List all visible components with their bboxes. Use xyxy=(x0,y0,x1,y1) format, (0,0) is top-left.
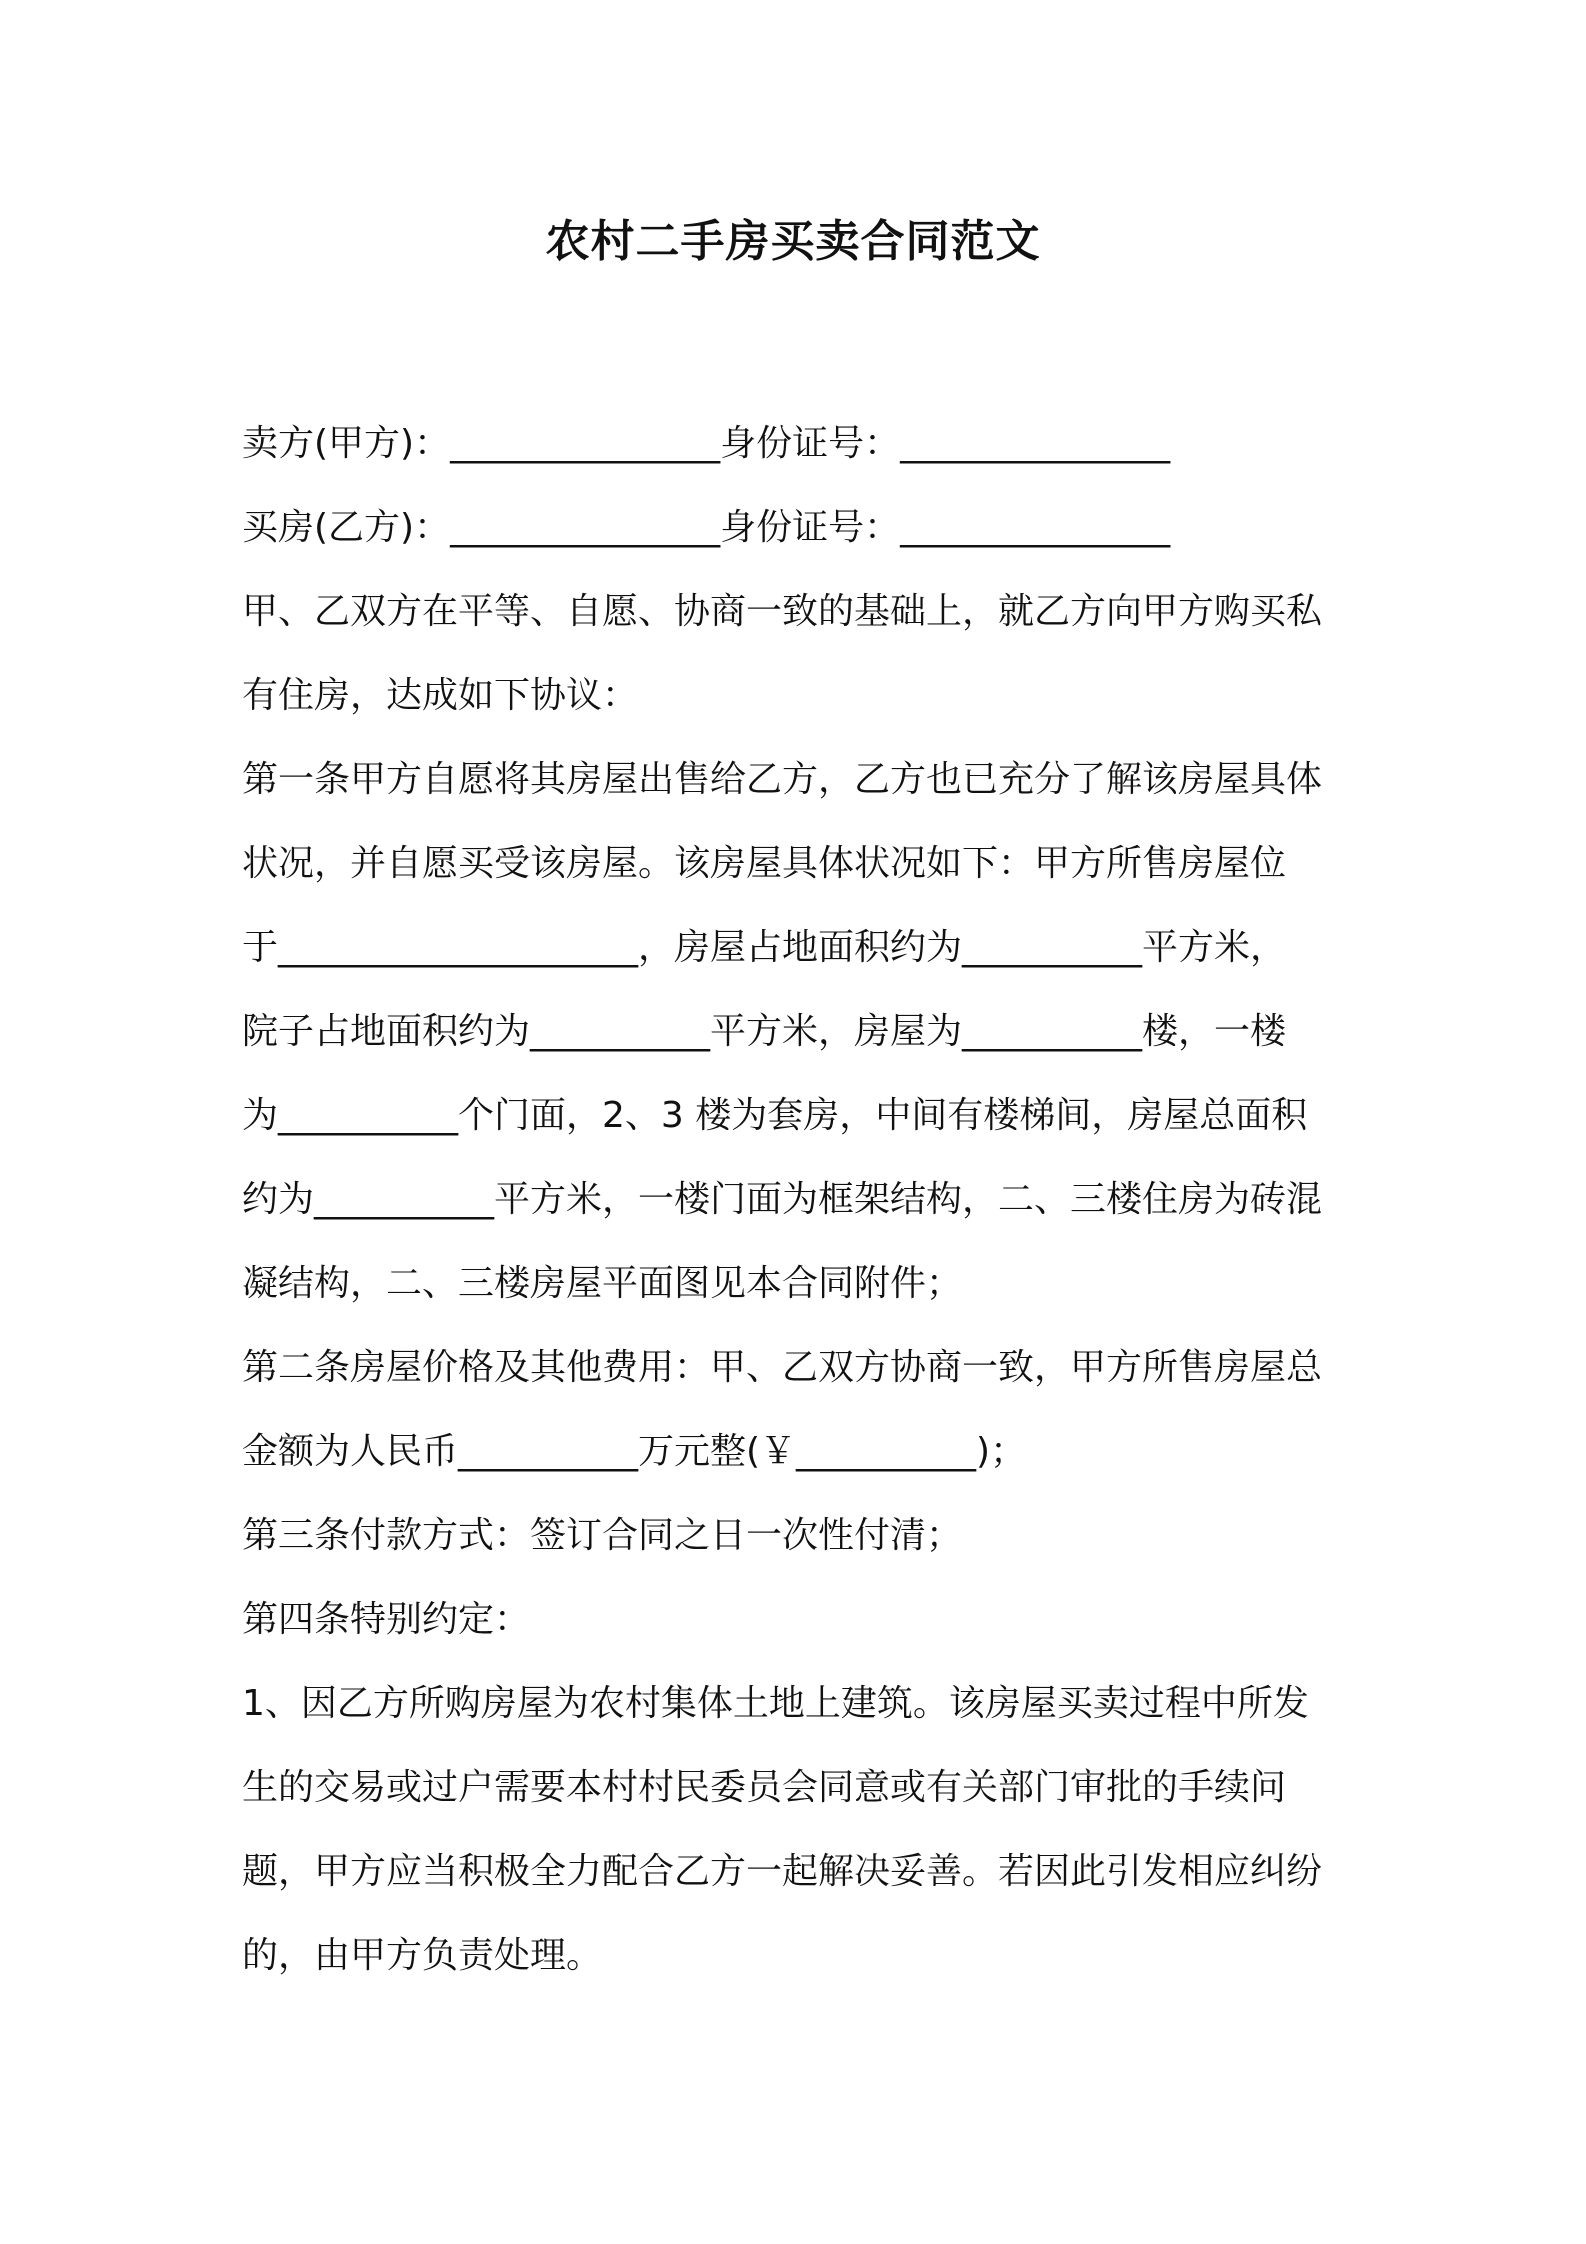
article-1-line: 于____________________，房屋占地面积约为__________平方米， xyxy=(242,927,1287,968)
article-4-clause-1-line: 1、因乙方所购房屋为农村集体土地上建筑。该房屋买卖过程中所发 xyxy=(242,1683,1309,1724)
article-1-line: 为__________个门面，2、3 楼为套房，中间有楼梯间，房屋总面积 xyxy=(242,1095,1308,1136)
buyer-line: 买房(乙方)：_______________身份证号：_______________ xyxy=(242,507,1171,548)
article-1-line: 第一条甲方自愿将其房屋出售给乙方，乙方也已充分了解该房屋具体 xyxy=(242,759,1323,800)
article-1-line: 状况，并自愿买受该房屋。该房屋具体状况如下：甲方所售房屋位 xyxy=(242,843,1287,884)
article-3-line: 第三条付款方式：签订合同之日一次性付清； xyxy=(242,1515,963,1556)
preamble-line: 有住房，达成如下协议： xyxy=(242,675,639,716)
seller-line: 卖方(甲方)：_______________身份证号：_______________ xyxy=(242,423,1171,464)
document-title: 农村二手房买卖合同范文 xyxy=(545,216,1041,267)
article-4-clause-1-line: 生的交易或过户需要本村村民委员会同意或有关部门审批的手续问 xyxy=(242,1767,1287,1808)
article-2-line: 金额为人民币__________万元整(￥__________)； xyxy=(242,1431,1027,1472)
article-2-line: 第二条房屋价格及其他费用：甲、乙双方协商一致，甲方所售房屋总 xyxy=(242,1347,1323,1388)
article-4-clause-1-line: 的，由甲方负责处理。 xyxy=(242,1935,603,1976)
preamble-line: 甲、乙双方在平等、自愿、协商一致的基础上，就乙方向甲方购买私 xyxy=(242,591,1323,632)
article-4-heading: 第四条特别约定： xyxy=(242,1599,531,1640)
article-1-line: 凝结构，二、三楼房屋平面图见本合同附件； xyxy=(242,1263,963,1304)
article-1-line: 院子占地面积约为__________平方米，房屋为__________楼，一楼 xyxy=(242,1011,1287,1052)
article-4-clause-1-line: 题，甲方应当积极全力配合乙方一起解决妥善。若因此引发相应纠纷 xyxy=(242,1851,1323,1892)
article-1-line: 约为__________平方米，一楼门面为框架结构，二、三楼住房为砖混 xyxy=(242,1179,1323,1220)
